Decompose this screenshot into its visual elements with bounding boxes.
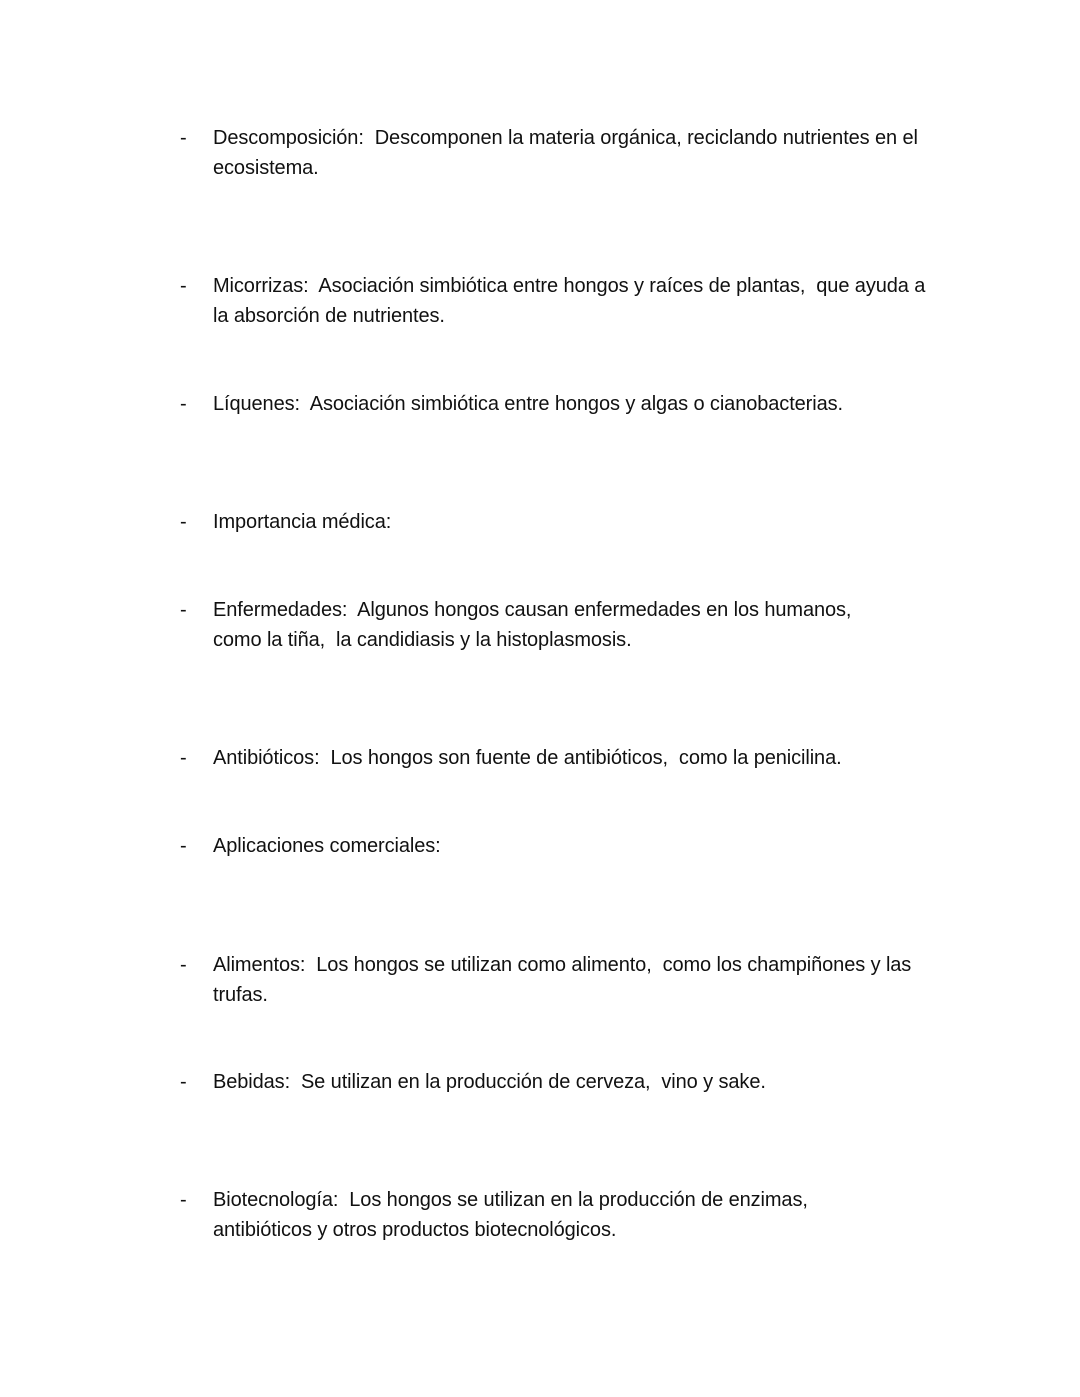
list-item-text: Bebidas: Se utilizan en la producción de cerveza, vino y sake.	[213, 1071, 766, 1093]
bullet-dash: -	[180, 393, 187, 415]
list-item-text: Aplicaciones comerciales:	[213, 835, 441, 857]
bullet-dash: -	[180, 127, 187, 149]
list-item-text: Importancia médica:	[213, 511, 392, 533]
list-item-text: Enfermedades: Algunos hongos causan enfermedades en los humanos, como la tiña, la candidiasis y la histoplasmosis.	[213, 599, 857, 651]
bullet-dash: -	[180, 1189, 187, 1211]
bullet-dash: -	[180, 275, 187, 297]
bullet-dash: -	[180, 599, 187, 621]
bullet-dash: -	[180, 747, 187, 769]
bullet-dash: -	[180, 954, 187, 976]
list-item-text: Biotecnología: Los hongos se utilizan en la producción de enzimas, antibióticos y otros productos biotecnológicos.	[213, 1189, 814, 1241]
list-item-text: Alimentos: Los hongos se utilizan como alimento, como los champiñones y las trufas.	[213, 954, 917, 1006]
list-item-text: Antibióticos: Los hongos son fuente de antibióticos, como la penicilina.	[213, 747, 842, 769]
list-item-text: Micorrizas: Asociación simbiótica entre hongos y raíces de plantas, que ayuda a la absorción de nutrientes.	[213, 275, 931, 327]
list-item-text: Descomposición: Descomponen la materia orgánica, reciclando nutrientes en el ecosistema.	[213, 127, 924, 179]
bullet-dash: -	[180, 1071, 187, 1093]
list-item-text: Líquenes: Asociación simbiótica entre hongos y algas o cianobacterias.	[213, 393, 843, 415]
bullet-dash: -	[180, 511, 187, 533]
bullet-dash: -	[180, 835, 187, 857]
